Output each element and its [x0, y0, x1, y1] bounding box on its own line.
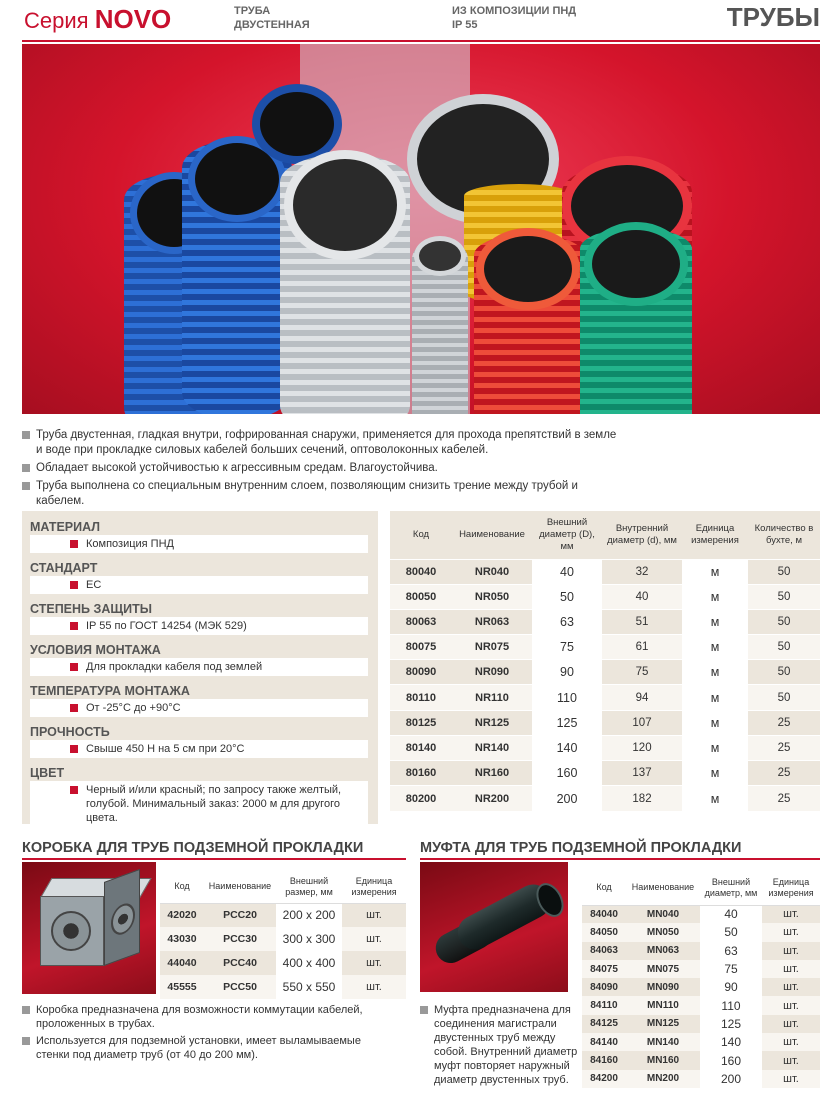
product-material-line2: IP 55 [452, 19, 478, 31]
table-cell: 44040 [160, 951, 204, 975]
bullet-square-icon [70, 704, 78, 712]
box-front-wall [40, 896, 104, 966]
table-cell: 43030 [160, 927, 204, 951]
table-cell: MN050 [626, 923, 700, 941]
table-cell: м [682, 685, 748, 710]
table-row [390, 660, 820, 685]
table-cell: 75 [532, 635, 602, 660]
page-header [0, 0, 834, 40]
table-cell: 200 [700, 1070, 762, 1088]
table-row [390, 584, 820, 609]
box-notes [22, 1003, 392, 1065]
table-cell: NR050 [452, 584, 532, 609]
grey-pipe-end [284, 150, 406, 260]
table-cell: 84140 [582, 1033, 626, 1051]
table-row [390, 710, 820, 735]
table-cell: м [682, 559, 748, 584]
hero-pipes-image [22, 44, 820, 414]
table-cell: NR200 [452, 786, 532, 811]
table-row [160, 927, 406, 951]
column-header: Внешний размер, мм [276, 871, 342, 903]
table-cell: 40 [602, 584, 682, 609]
table-cell: шт. [342, 903, 406, 927]
table-cell: 75 [700, 960, 762, 978]
table-cell: 84040 [582, 905, 626, 923]
table-cell: NR063 [452, 609, 532, 634]
table-row [390, 761, 820, 786]
table-cell: MN090 [626, 978, 700, 996]
table-cell: 80140 [390, 735, 452, 760]
table-cell: 400 х 400 [276, 951, 342, 975]
column-header: Наименование [452, 511, 532, 559]
table-cell: 160 [700, 1051, 762, 1069]
table-cell: шт. [762, 996, 820, 1014]
table-cell: MN200 [626, 1070, 700, 1088]
table-cell: 63 [532, 609, 602, 634]
bullet-square-icon [70, 745, 78, 753]
table-cell: 84075 [582, 960, 626, 978]
table-cell: м [682, 735, 748, 760]
table-row [582, 996, 820, 1014]
column-header: Внешний диаметр, мм [700, 871, 762, 905]
box-table [160, 871, 406, 999]
table-cell: NR040 [452, 559, 532, 584]
spec-value: От -25°С до +90°С [30, 699, 368, 717]
coupling-image [420, 862, 568, 992]
table-header-row [582, 871, 820, 905]
table-cell: шт. [762, 960, 820, 978]
table-cell: MN140 [626, 1033, 700, 1051]
bullet-square-icon [420, 1006, 428, 1014]
table-cell: 50 [748, 559, 820, 584]
table-cell: шт. [762, 942, 820, 960]
note-item: Используется для подземной установки, имеет выламываемые стенки под диаметр труб (от 40 до 200 мм). [22, 1034, 392, 1062]
small-grey-pipe-end [414, 236, 466, 276]
product-type-line2: ДВУСТЕННАЯ [234, 19, 310, 31]
table-row [582, 1033, 820, 1051]
table-cell: 80200 [390, 786, 452, 811]
table-cell: 25 [748, 735, 820, 760]
table-cell: 182 [602, 786, 682, 811]
red-pipe-front-end [476, 228, 580, 310]
product-type-line1: ТРУБА [234, 5, 271, 17]
coupling-section-title: МУФТА ДЛЯ ТРУБ ПОДЗЕМНОЙ ПРОКЛАДКИ [420, 840, 820, 860]
table-cell: 550 х 550 [276, 975, 342, 999]
column-header: Единица измерения [342, 871, 406, 903]
table-cell: 84200 [582, 1070, 626, 1088]
table-cell: 40 [700, 905, 762, 923]
table-cell: 40 [532, 559, 602, 584]
table-row [390, 559, 820, 584]
spec-heading: СТАНДАРТ [30, 561, 98, 575]
table-cell: 160 [532, 761, 602, 786]
table-cell: 125 [700, 1015, 762, 1033]
spec-heading: УСЛОВИЯ МОНТАЖА [30, 643, 161, 657]
table-row [390, 735, 820, 760]
table-cell: шт. [342, 927, 406, 951]
table-cell: MN110 [626, 996, 700, 1014]
table-row [582, 1015, 820, 1033]
table-header-row [160, 871, 406, 903]
table-cell: м [682, 710, 748, 735]
table-cell: 90 [532, 660, 602, 685]
column-header: Единица измерения [762, 871, 820, 905]
spec-value: Черный и/или красный; по запросу также желтый, голубой. Минимальный заказ: 2000 м для другого цвета. [30, 781, 368, 827]
knockout-hole [51, 911, 91, 951]
green-pipe-end [584, 222, 688, 306]
table-cell: 137 [602, 761, 682, 786]
box-section-title: КОРОБКА ДЛЯ ТРУБ ПОДЗЕМНОЙ ПРОКЛАДКИ [22, 840, 406, 860]
column-header: Наименование [204, 871, 276, 903]
table-cell: 84125 [582, 1015, 626, 1033]
table-cell: м [682, 609, 748, 634]
table-cell: 63 [700, 942, 762, 960]
table-cell: 80110 [390, 685, 452, 710]
table-cell: 75 [602, 660, 682, 685]
table-cell: 50 [700, 923, 762, 941]
table-cell: 140 [700, 1033, 762, 1051]
spec-heading: ПРОЧНОСТЬ [30, 725, 110, 739]
table-cell: шт. [342, 975, 406, 999]
table-cell: 51 [602, 609, 682, 634]
column-header: Количество в бухте, м [748, 511, 820, 559]
table-cell: 84050 [582, 923, 626, 941]
series-name: NOVO [94, 4, 172, 34]
table-cell: 80063 [390, 609, 452, 634]
note-item: Коробка предназначена для возможности коммутации кабелей, проложенных в трубах. [22, 1003, 392, 1031]
column-header: Код [390, 511, 452, 559]
table-row [390, 685, 820, 710]
table-row [582, 923, 820, 941]
table-cell: MN125 [626, 1015, 700, 1033]
table-cell: PCC40 [204, 951, 276, 975]
table-cell: 42020 [160, 903, 204, 927]
table-row [160, 903, 406, 927]
table-cell: шт. [762, 1051, 820, 1069]
table-cell: NR090 [452, 660, 532, 685]
table-cell: NR075 [452, 635, 532, 660]
column-header: Наименование [626, 871, 700, 905]
table-cell: 25 [748, 710, 820, 735]
table-row [390, 635, 820, 660]
column-header: Код [160, 871, 204, 903]
table-cell: 84160 [582, 1051, 626, 1069]
spec-heading: ЦВЕТ [30, 766, 65, 780]
spec-value: Композиция ПНД [30, 535, 368, 553]
table-cell: 25 [748, 761, 820, 786]
table-cell: MN063 [626, 942, 700, 960]
table-cell: 84110 [582, 996, 626, 1014]
table-cell: NR110 [452, 685, 532, 710]
table-cell: 25 [748, 786, 820, 811]
specs-panel [22, 511, 378, 824]
bullet-square-icon [70, 622, 78, 630]
box-side-wall [104, 869, 140, 966]
description-item: Труба двустенная, гладкая внутри, гофрированная снаружи, применяется для прохода препятствий в земле и воде при прокладке силовых кабелей больших сечений, оптоволоконных кабелей. [22, 428, 622, 458]
table-cell: 94 [602, 685, 682, 710]
table-row [582, 960, 820, 978]
column-header: Внутренний диаметр (d), мм [602, 511, 682, 559]
table-row [582, 942, 820, 960]
table-cell: NR140 [452, 735, 532, 760]
bullet-square-icon [22, 1006, 30, 1014]
table-row [582, 1051, 820, 1069]
spec-value: Для прокладки кабеля под землей [30, 658, 368, 676]
table-row [582, 978, 820, 996]
table-cell: 110 [532, 685, 602, 710]
column-header: Единица измерения [682, 511, 748, 559]
table-cell: PCC50 [204, 975, 276, 999]
spec-value: Свыше 450 Н на 5 см при 20°С [30, 740, 368, 758]
table-row [390, 609, 820, 634]
spec-heading: МАТЕРИАЛ [30, 520, 101, 534]
table-row [160, 951, 406, 975]
bullet-square-icon [22, 464, 30, 472]
spec-heading: ТЕМПЕРАТУРА МОНТАЖА [30, 684, 190, 698]
table-cell: 84090 [582, 978, 626, 996]
table-cell: MN160 [626, 1051, 700, 1069]
table-cell: шт. [762, 905, 820, 923]
product-description [22, 428, 622, 512]
table-cell: 32 [602, 559, 682, 584]
box-image [22, 862, 156, 994]
table-cell: 300 х 300 [276, 927, 342, 951]
table-cell: 45555 [160, 975, 204, 999]
bullet-square-icon [22, 431, 30, 439]
bullet-square-icon [70, 786, 78, 794]
spec-value: ЕС [30, 576, 368, 594]
table-cell: шт. [762, 923, 820, 941]
table-cell: 80075 [390, 635, 452, 660]
knockout-hole [111, 900, 135, 939]
description-item: Обладает высокой устойчивостью к агрессивным средам. Влагоустойчива. [22, 461, 622, 476]
table-cell: 50 [748, 685, 820, 710]
table-cell: 200 [532, 786, 602, 811]
table-cell: 110 [700, 996, 762, 1014]
table-cell: шт. [762, 1015, 820, 1033]
table-cell: 80050 [390, 584, 452, 609]
table-cell: 50 [532, 584, 602, 609]
page-title: ТРУБЫ [726, 2, 820, 32]
table-cell: 107 [602, 710, 682, 735]
table-cell: NR125 [452, 710, 532, 735]
table-cell: 80090 [390, 660, 452, 685]
table-cell: MN040 [626, 905, 700, 923]
series-label [24, 4, 171, 35]
table-cell: 120 [602, 735, 682, 760]
table-cell: шт. [342, 951, 406, 975]
table-row [582, 1070, 820, 1088]
bullet-square-icon [70, 663, 78, 671]
column-header: Код [582, 871, 626, 905]
note-item: Муфта предназначена для соединения магистрали двустенных труб между собой. Внутренний диаметр муфт повторяет наружный диаметр двустенных труб. [420, 1003, 578, 1087]
table-cell: 80040 [390, 559, 452, 584]
table-cell: 50 [748, 584, 820, 609]
header-divider [22, 40, 820, 42]
description-item: Труба выполнена со специальным внутренним слоем, позволяющим снизить трение между трубой и кабелем. [22, 479, 622, 509]
series-prefix: Серия [24, 8, 89, 33]
column-header: Внешний диаметр (D), мм [532, 511, 602, 559]
table-cell: NR160 [452, 761, 532, 786]
table-cell: м [682, 786, 748, 811]
table-row [582, 905, 820, 923]
pipe-table [390, 511, 820, 811]
table-cell: MN075 [626, 960, 700, 978]
coupling-notes [420, 1003, 578, 1087]
table-cell: шт. [762, 1070, 820, 1088]
table-header-row [390, 511, 820, 559]
table-cell: 80125 [390, 710, 452, 735]
bullet-square-icon [70, 581, 78, 589]
product-type [234, 4, 310, 32]
table-cell: 125 [532, 710, 602, 735]
spec-value: IP 55 по ГОСТ 14254 (МЭК 529) [30, 617, 368, 635]
bullet-square-icon [22, 482, 30, 490]
table-cell: м [682, 660, 748, 685]
table-cell: 140 [532, 735, 602, 760]
table-row [390, 786, 820, 811]
table-cell: 50 [748, 660, 820, 685]
table-cell: м [682, 584, 748, 609]
table-cell: 200 х 200 [276, 903, 342, 927]
bullet-square-icon [70, 540, 78, 548]
table-cell: PCC30 [204, 927, 276, 951]
table-cell: 50 [748, 635, 820, 660]
table-cell: 80160 [390, 761, 452, 786]
product-material-line1: ИЗ КОМПОЗИЦИИ ПНД [452, 5, 577, 17]
table-cell: 84063 [582, 942, 626, 960]
product-material [452, 4, 576, 32]
spec-heading: СТЕПЕНЬ ЗАЩИТЫ [30, 602, 152, 616]
table-cell: PCC20 [204, 903, 276, 927]
table-cell: шт. [762, 978, 820, 996]
table-cell: 61 [602, 635, 682, 660]
bullet-square-icon [22, 1037, 30, 1045]
table-cell: м [682, 761, 748, 786]
table-cell: м [682, 635, 748, 660]
table-cell: 50 [748, 609, 820, 634]
table-cell: шт. [762, 1033, 820, 1051]
table-row [160, 975, 406, 999]
table-cell: 90 [700, 978, 762, 996]
coupling-table [582, 871, 820, 1088]
